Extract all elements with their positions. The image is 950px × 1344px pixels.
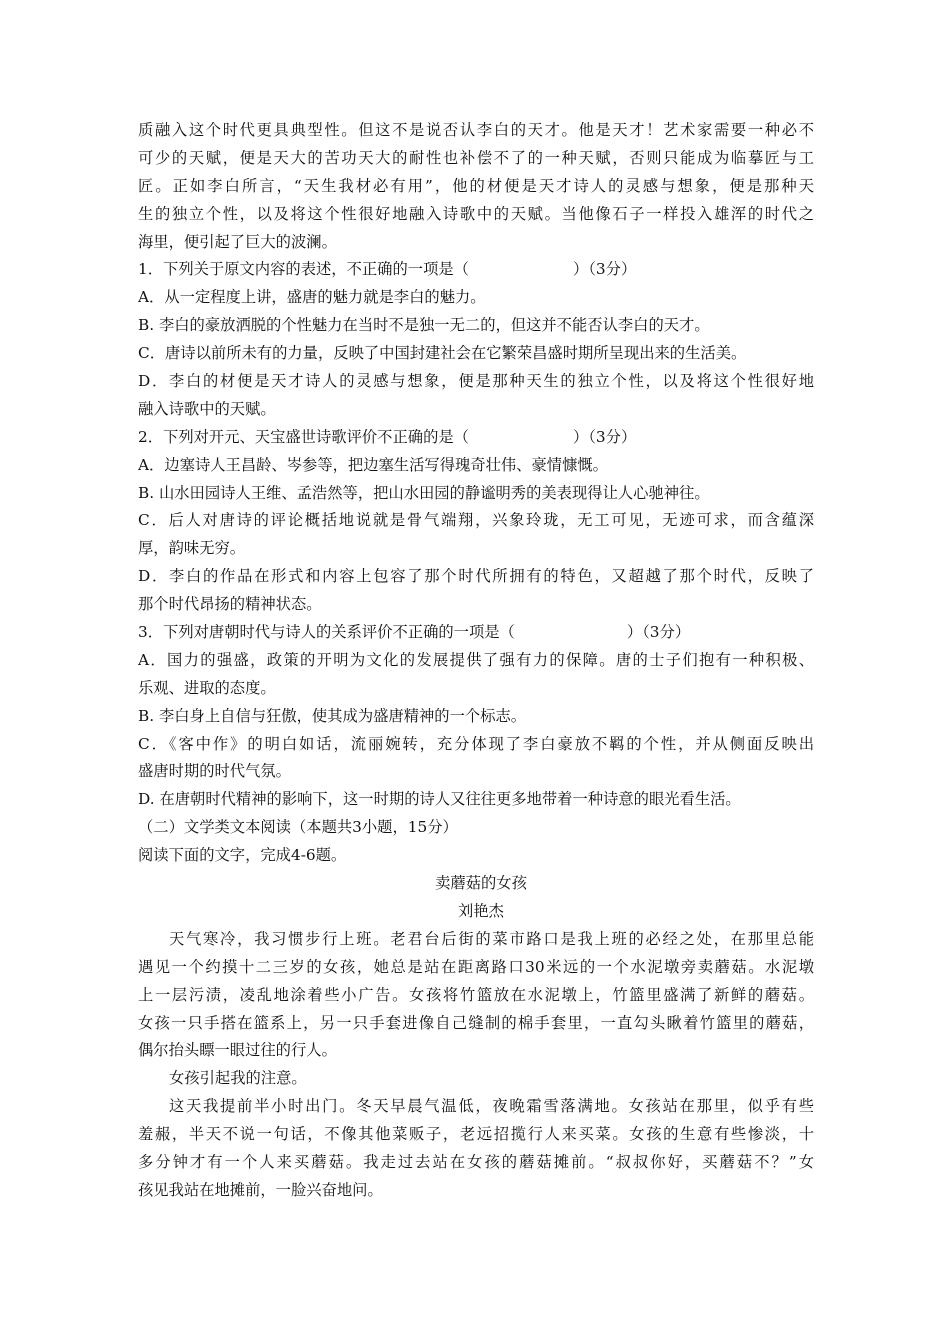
text-line: 孩见我站在地摊前，一脸兴奋地问。: [138, 1180, 383, 1199]
text-line: 天气寒冷，我习惯步行上班。老君台后街的菜市路口是我上班的必经之处，在那里总能: [169, 929, 814, 948]
text-line: 匠。正如李白所言，“天生我材必有用”，他的材便是天才诗人的灵感与想象，便是那种天: [138, 176, 814, 195]
option-a-cont: 乐观、进取的态度。: [138, 678, 276, 697]
option-d-cont: 融入诗歌中的天赋。: [138, 399, 276, 418]
text-line: 质融入这个时代更具典型性。但这不是说否认李白的天才。他是天才！艺术家需要一种必不: [138, 121, 814, 139]
option-c-cont: 盛唐时期的时代气氛。: [138, 762, 291, 781]
option-b: B. 李白的豪放洒脱的个性魅力在当时不是独一无二的，但这并不能否认李白的天才。: [138, 316, 710, 335]
question-stem: 2．下列对开元、天宝盛世诗歌评价不正确的是（ ）（3分）: [138, 427, 637, 446]
question-stem: 1．下列关于原文内容的表述，不正确的一项是（ ）（3分）: [138, 260, 637, 279]
text-line: 可少的天赋，便是天大的苦功天大的耐性也补偿不了的一种天赋，否则只能成为临摹匠与工: [138, 148, 814, 167]
section-instruction: 阅读下面的文字，完成4-6题。: [138, 846, 347, 865]
option-c: C．《客中作》的明白如话，流丽婉转，充分体现了李白豪放不羁的个性，并从侧面反映出: [138, 734, 814, 753]
option-a: A．从一定程度上讲，盛唐的魅力就是李白的魅力。: [138, 288, 486, 307]
text-line: 生的独立个性，以及将这个性很好地融入诗歌中的天赋。当他像石子一样投入雄浑的时代之: [138, 204, 814, 223]
question-stem: 3．下列对唐朝时代与诗人的关系评价不正确的一项是（ ）（3分）: [138, 623, 691, 642]
question-3: [138, 619, 814, 814]
text-line: 女孩一只手搭在篮系上，另一只手套进像自己缝制的棉手套里，一直勾头瞅着竹篮里的蘑菇，: [138, 1013, 814, 1032]
text-line: 羞赧，半天不说一句话，不像其他菜贩子，老远招揽行人来买菜。女孩的生意有些惨淡，十: [138, 1125, 814, 1144]
option-a: A．国力的强盛，政策的开明为文化的发展提供了强有力的保障。唐的士子们抱有一种积极、: [138, 650, 814, 669]
text-line: 偶尔抬头瞟一眼过往的行人。: [138, 1041, 337, 1060]
story-title: 卖蘑菇的女孩: [435, 874, 527, 893]
option-c: C．唐诗以前所未有的力量，反映了中国封建社会在它繁荣昌盛时期所呈现出来的生活美。: [138, 344, 747, 363]
option-d: D．李白的作品在形式和内容上包容了那个时代所拥有的特色，又超越了那个时代，反映了: [138, 567, 814, 586]
text-line: 遇见一个约摸十二三岁的女孩，她总是站在距离路口30米远的一个水泥墩旁卖蘑菇。水泥墩: [138, 957, 814, 976]
option-d: D．李白的材便是天才诗人的灵感与想象，便是那种天生的独立个性，以及将这个性很好地: [138, 372, 814, 391]
story-body: [138, 926, 814, 1205]
option-c: C．后人对唐诗的评论概括地说就是骨气端翔，兴象玲珑，无工可见，无迹可求，而含蕴深: [138, 511, 814, 530]
question-2: [138, 424, 814, 619]
option-a: A．边塞诗人王昌龄、岑参等，把边塞生活写得瑰奇壮伟、豪情慷慨。: [138, 455, 608, 474]
text-line: 女孩引起我的注意。: [169, 1069, 307, 1088]
option-d-cont: 那个时代昂扬的精神状态。: [138, 595, 322, 614]
exam-page: [138, 117, 814, 1205]
option-c-cont: 厚，韵味无穷。: [138, 539, 246, 558]
option-b: B. 李白身上自信与狂傲，使其成为盛唐精神的一个标志。: [138, 706, 527, 725]
story-author: 刘艳杰: [458, 901, 504, 920]
text-line: 多分钟才有一个人来买蘑菇。我走过去站在女孩的蘑菇摊前。“叔叔你好，买蘑菇不？”女: [138, 1152, 814, 1171]
text-line: 这天我提前半小时出门。冬天早晨气温低，夜晚霜雪落满地。女孩站在那里，似乎有些: [169, 1097, 814, 1116]
intro-paragraph: [138, 117, 814, 256]
option-d: D. 在唐朝时代精神的影响下，这一时期的诗人又往往更多地带着一种诗意的眼光看生活。: [138, 790, 741, 809]
section-2: [138, 814, 814, 926]
text-line: 海里，便引起了巨大的波澜。: [138, 232, 337, 251]
option-b: B. 山水田园诗人王维、孟浩然等，把山水田园的静谧明秀的美表现得让人心驰神往。: [138, 483, 710, 502]
question-1: [138, 256, 814, 423]
section-heading: （二）文学类文本阅读（本题共3小题，15分）: [138, 818, 458, 837]
text-line: 上一层污渍，凌乱地涂着些小广告。女孩将竹篮放在水泥墩上，竹篮里盛满了新鲜的蘑菇。: [138, 985, 814, 1004]
